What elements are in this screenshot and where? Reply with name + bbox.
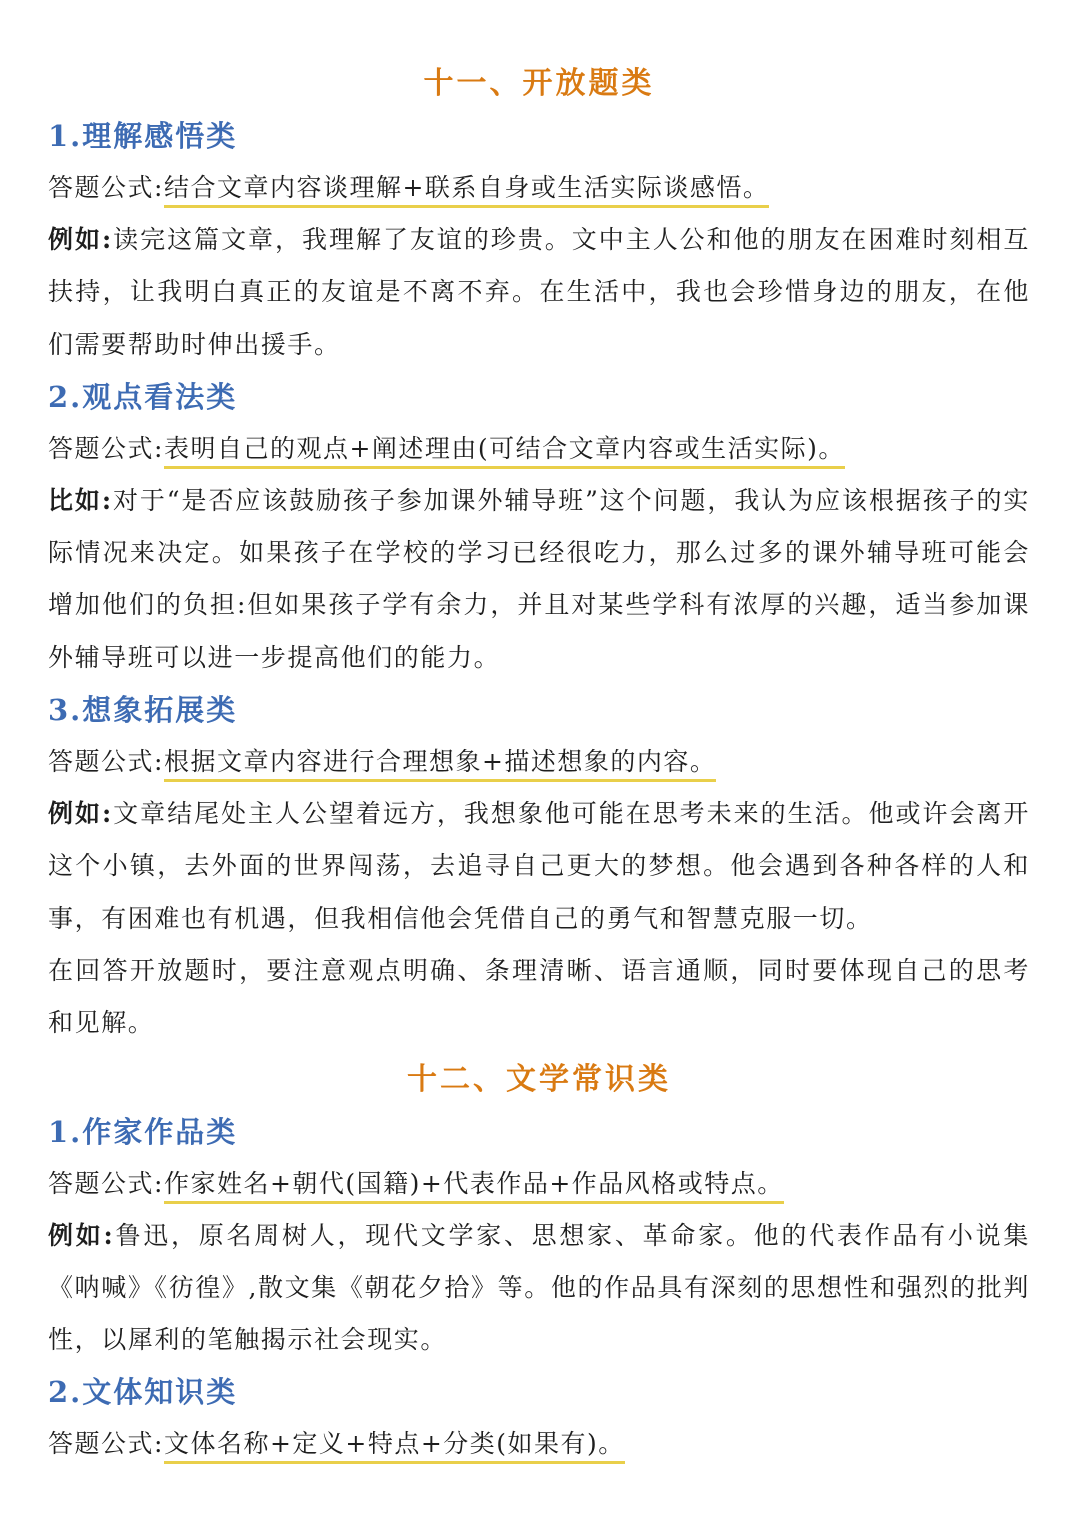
- answer-formula: [48, 1158, 1030, 1210]
- example-label: 比如:: [48, 485, 113, 515]
- formula-text: 作家姓名+朝代(国籍)+代表作品+作品风格或特点。: [164, 1169, 784, 1204]
- subsection-heading: 1.作家作品类: [48, 1114, 238, 1149]
- formula-label: 答题公式:: [48, 1168, 164, 1198]
- answer-formula: [48, 162, 1030, 214]
- formula-label: 答题公式:: [48, 173, 164, 202]
- subsection-heading: 1.理解感悟类: [48, 119, 238, 153]
- subsection-heading: 2.观点看法类: [48, 379, 238, 414]
- formula-label: 答题公式:: [48, 1429, 164, 1459]
- tip-paragraph: 在回答开放题时，要注意观点明确、条理清晰、语言通顺，同时要体现自己的思考和见解。: [48, 955, 1030, 1038]
- example-text: 对于“是否应该鼓励孩子参加课外辅导班”这个问题，我认为应该根据孩子的实际情况来决定。如果孩子在学校的学习已经很吃力，那么过多的课外辅导班可能会增加他们的负担:但如果孩子学有余力，并且对某些学科有浓厚的兴趣，适当参加课外辅导班可以进一步提高他们的能力。: [48, 485, 1030, 672]
- subsection-heading: 2.文体知识类: [48, 1375, 238, 1410]
- example-paragraph: [48, 475, 1030, 684]
- answer-formula: [48, 1418, 1030, 1470]
- example-text: 读完这篇文章，我理解了友谊的珍贵。文中主人公和他的朋友在困难时刻相互扶持，让我明白真正的友谊是不离不弃。在生活中，我也会珍惜身边的朋友，在他们需要帮助时伸出援手。: [48, 225, 1031, 359]
- example-paragraph: [48, 214, 1030, 371]
- example-text: 文章结尾处主人公望着远方，我想象他可能在思考未来的生活。他或许会离开这个小镇，去外面的世界闯荡，去追寻自己更大的梦想。他会遇到各种各样的人和事，有困难也有机遇，但我相信他会凭借自己的勇气和智慧克服一切。: [48, 799, 1031, 933]
- formula-label: 答题公式:: [48, 433, 164, 463]
- subsection-heading: 3.想象拓展类: [48, 693, 238, 728]
- answer-formula: [48, 423, 1030, 475]
- section-title: 十二、文学常识类: [407, 1061, 671, 1097]
- example-label: 例如:: [48, 799, 113, 829]
- example-paragraph: [48, 1210, 1030, 1367]
- formula-text: 表明自己的观点+阐述理由(可结合文章内容或生活实际)。: [164, 434, 845, 469]
- section-title: 十一、开放题类: [423, 66, 655, 101]
- formula-text: 根据文章内容进行合理想象+描述想象的内容。: [164, 747, 716, 782]
- example-label: 例如:: [48, 1220, 115, 1250]
- example-label: 例如:: [48, 225, 113, 254]
- answer-formula: [48, 736, 1030, 788]
- formula-text: 结合文章内容谈理解+联系自身或生活实际谈感悟。: [164, 173, 769, 208]
- formula-text: 文体名称+定义+特点+分类(如果有)。: [164, 1429, 625, 1464]
- formula-label: 答题公式:: [48, 747, 164, 777]
- example-text: 鲁迅，原名周树人，现代文学家、思想家、革命家。他的代表作品有小说集《呐喊》《彷徨》,散文集《朝花夕拾》等。他的作品具有深刻的思想性和强烈的批判性，以犀利的笔触揭示社会现实。: [48, 1220, 1030, 1355]
- example-paragraph: [48, 788, 1030, 945]
